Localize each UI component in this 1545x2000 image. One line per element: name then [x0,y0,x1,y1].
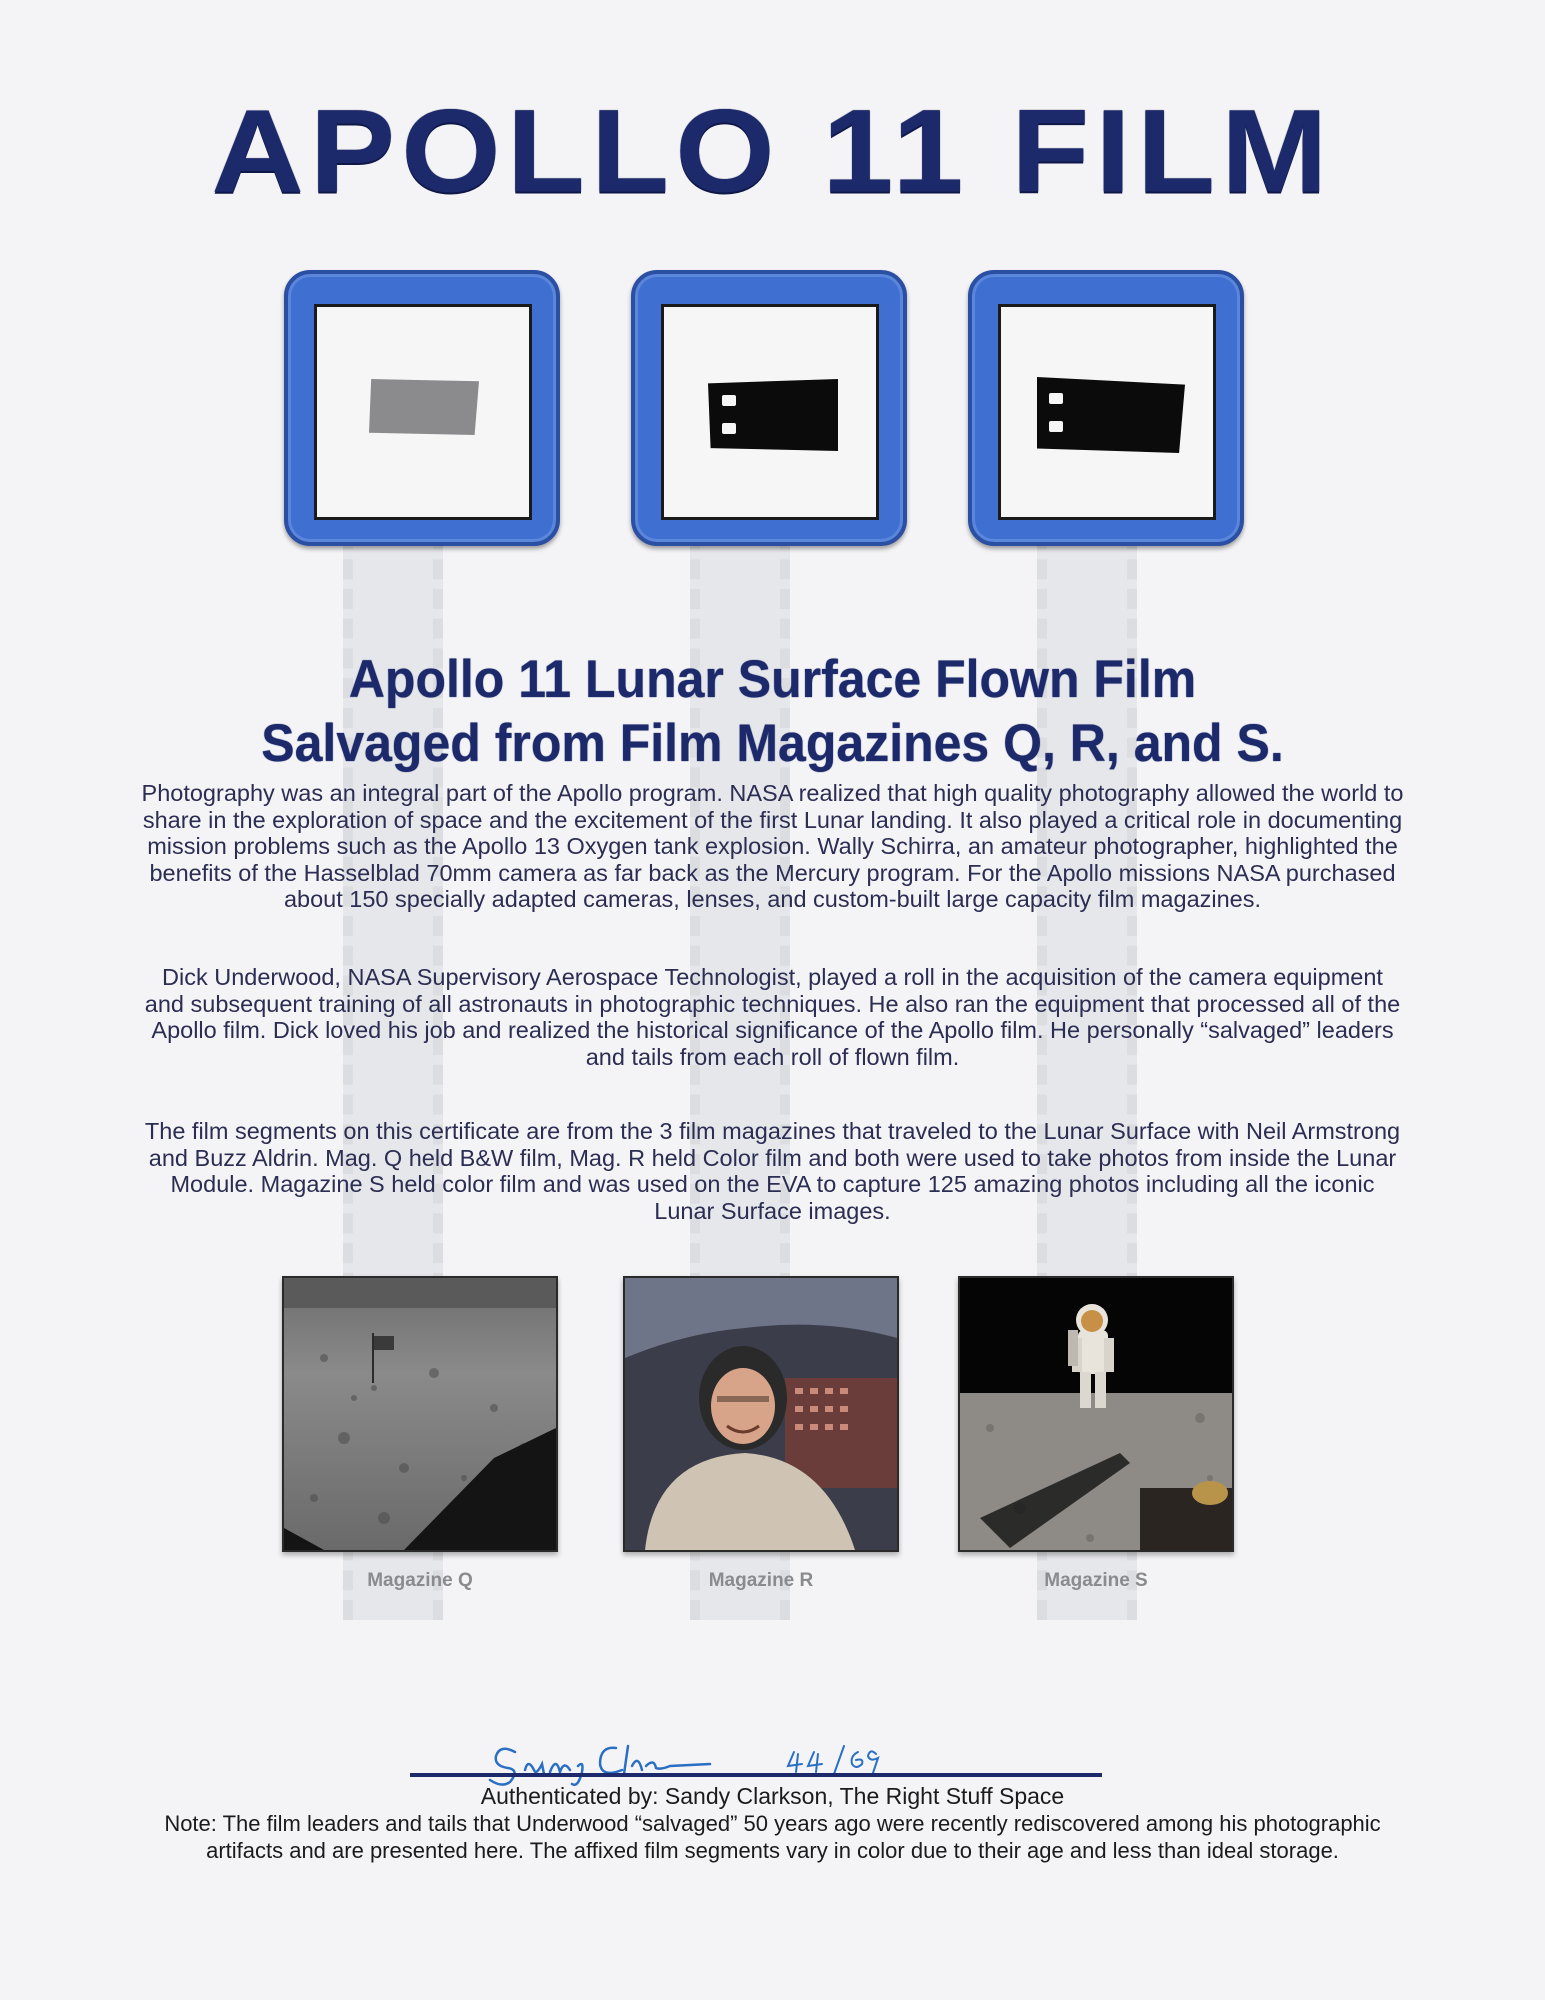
film-window [314,304,532,520]
photo-magazine-r [623,1276,899,1552]
handwritten-signature [410,1730,1110,1790]
text-line: benefits of the Hasselblad 70mm camera as far back as the Mercury program. For the Apollo missions NASA purchased [149,859,1396,886]
signature-line [410,1773,1102,1777]
photo-magazine-s [958,1276,1234,1552]
film-frame-q [284,270,560,546]
paragraph-underwood [90,964,1455,1070]
caption-magazine-s: Magazine S [1044,1570,1148,1591]
photo-magazine-q [282,1276,558,1552]
perforation [722,395,736,406]
text-line: and subsequent training of all astronauts in photographic techniques. He also ran the equipment that processed all of the [144,990,1401,1017]
perforation [722,423,736,434]
film-frame-s [968,270,1244,546]
text-line: Photography was an integral part of the Apollo program. NASA realized that high quality photography allowed the world to [141,780,1404,806]
subtitle-line-2: Salvaged from Film Magazines Q, R, and S. [261,713,1284,773]
perforation [1049,421,1063,432]
film-frame-r [631,270,907,546]
text-line: Apollo film. Dick loved his job and realized the historical significance of the Apollo film. He personally “salvaged” leaders [151,1017,1394,1043]
film-window [661,304,879,520]
text-line: Dick Underwood, NASA Supervisory Aerospace Technologist, played a roll in the acquisition of the camera equipment [162,964,1383,990]
text-line: Module. Magazine S held color film and was used on the EVA to capture 125 amazing photos including all the iconic [170,1171,1375,1197]
page-title: APOLLO 11 FILM [211,85,1334,218]
film-segment-r [708,379,838,451]
text-line: Note: The film leaders and tails that Underwood “salvaged” 50 years ago were recently rediscovered among his photographic [164,1811,1381,1836]
film-segment-q [369,379,479,435]
text-line: Lunar Surface images. [654,1197,891,1224]
text-line: artifacts and are presented here. The affixed film segments vary in color due to their age and less than ideal storage. [206,1838,1339,1863]
paragraph-magazines [90,1118,1455,1224]
text-line: and tails from each roll of flown film. [585,1043,960,1070]
paragraph-photography [90,780,1455,913]
text-line: and Buzz Aldrin. Mag. Q held B&W film, Mag. R held Color film and both were used to take photos from inside the Lunar [148,1144,1397,1171]
caption-magazine-q: Magazine Q [367,1570,473,1591]
text-line: share in the exploration of space and the excitement of the first Lunar landing. It also played a critical role in documenting [142,806,1403,833]
authenticated-by: Authenticated by: Sandy Clarkson, The Right Stuff Space [480,1783,1065,1809]
footer-note [110,1810,1435,1864]
caption-magazine-r: Magazine R [708,1570,814,1591]
text-line: about 150 specially adapted cameras, lenses, and custom-built large capacity film magazines. [283,886,1262,912]
subtitle-line-1: Apollo 11 Lunar Surface Flown Film [348,649,1197,709]
text-line: mission problems such as the Apollo 13 Oxygen tank explosion. Wally Schirra, an amateur photographer, highlighted the [147,833,1398,859]
film-window [998,304,1216,520]
film-segment-s [1037,377,1185,453]
perforation [1049,393,1063,404]
text-line: The film segments on this certificate are from the 3 film magazines that traveled to the Lunar Surface with Neil Armstrong [144,1118,1401,1144]
